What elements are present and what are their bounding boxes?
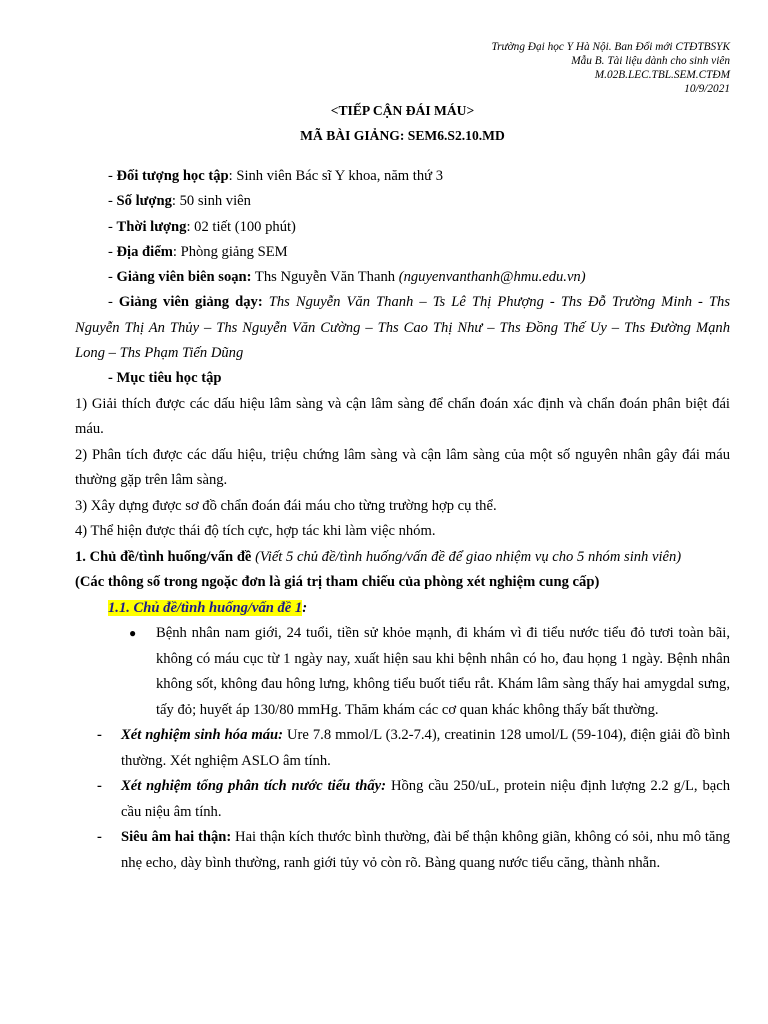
header-form: Mẫu B. Tài liệu dành cho sinh viên: [571, 55, 730, 67]
info-label: Đối tượng học tập: [116, 168, 229, 184]
info-author: - Giảng viên biên soạn: Ths Nguyễn Văn Thanh (nguyenvanthanh@hmu.edu.vn): [108, 269, 586, 286]
author-email: (nguyenvanthanh@hmu.edu.vn): [398, 269, 586, 286]
course-info: [75, 164, 730, 366]
info-label: Số lượng: [116, 193, 172, 210]
reference-note: (Các thông số trong ngoặc đơn là giá trị tham chiếu của phòng xét nghiệm cung cấp): [75, 574, 600, 591]
finding-ultrasound: [75, 825, 730, 876]
section-heading-note: (Viết 5 chủ đề/tình huống/vấn đề để giao nhiệm vụ cho 5 nhóm sinh viên): [251, 548, 682, 565]
info-instructors: - Giảng viên giảng dạy: Ths Nguyễn Văn Thanh – Ts Lê Thị Phượng - Ths Đỗ Trường Minh - Ths Nguyễn Thị An Thủy – Ths Nguyễn Văn Cường – Ths Cao Thị Như – Ths Đồng Thế Uy – Ths Đường Mạnh Long – Ths Phạm Tiến Dũng: [75, 294, 731, 362]
dash-icon: -: [97, 829, 102, 846]
finding-label: Siêu âm hai thận:: [121, 829, 232, 846]
header-code: M.02B.LEC.TBL.SEM.CTĐM: [594, 69, 730, 81]
info-value: Ths Nguyễn Văn Thanh: [251, 269, 399, 286]
info-label: Thời lượng: [116, 218, 187, 235]
case-description: ● Bệnh nhân nam giới, 24 tuổi, tiền sử khỏe mạnh, đi khám vì đi tiểu nước tiểu đỏ tươi toàn bãi, không có máu cục từ 1 ngày nay, xuất hiện sau khi bệnh nhân có ho, đau họng 1 ngày. Bệnh nhân không sốt, không đau hông lưng, không tiểu buốt tiểu rắt. Khám lâm sàng thấy hai amygdal sưng, tấy đỏ; huyết áp 130/80 mmHg. Thăm khám các cơ quan khác không thấy bất thường.: [75, 621, 730, 723]
case-heading: 1.1. Chủ đề/tình huống/vấn đề 1:: [108, 599, 308, 616]
finding-label: Xét nghiệm sinh hóa máu:: [121, 727, 283, 744]
case-list: [75, 621, 730, 723]
lecture-code: MÃ BÀI GIẢNG: SEM6.S2.10.MD: [300, 128, 505, 143]
info-count: - Số lượng: 50 sinh viên: [108, 193, 251, 210]
info-value: : Sinh viên Bác sĩ Y khoa, năm thứ 3: [228, 168, 444, 184]
bullet-icon: ●: [129, 626, 137, 641]
document-header: [75, 40, 730, 96]
info-label: Giảng viên biên soạn:: [116, 269, 252, 286]
objective-item: 3) Xây dựng được sơ đồ chẩn đoán đái máu cho từng trường hợp cụ thể.: [75, 497, 497, 514]
header-institution: Trường Đại học Y Hà Nội. Ban Đổi mới CTĐTBSYK: [491, 41, 730, 53]
dash-icon: -: [97, 727, 102, 744]
objective-item: 2) Phân tích được các dấu hiệu, triệu chứng lâm sàng và cận lâm sàng của một số nguyên nhân gây đái máu thường gặp trên lâm sàng.: [75, 446, 730, 489]
info-label: Giảng viên giảng dạy:: [118, 294, 263, 311]
info-duration: - Thời lượng: 02 tiết (100 phút): [108, 218, 296, 235]
dash-icon: -: [97, 778, 102, 795]
section-heading: 1. Chủ đề/tình huống/vấn đề (Viết 5 chủ đề/tình huống/vấn đề để giao nhiệm vụ cho 5 nhóm sinh viên): [75, 548, 682, 565]
finding-text: Ure 7.8 mmol/L (3.2-7.4), creatinin 128 umol/L (59-104), điện giải đồ bình thường. Xét nghiệm ASLO âm tính.: [121, 727, 730, 769]
document-title: <TIẾP CẬN ĐÁI MÁU>: [330, 103, 475, 118]
finding-text: Hồng cầu 250/uL, protein niệu định lượng 2.2 g/L, bạch cầu niệu âm tính.: [121, 778, 731, 820]
info-label: Địa điểm: [116, 243, 173, 260]
info-value: : Phòng giảng SEM: [172, 243, 288, 260]
objective-item: 1) Giải thích được các dấu hiệu lâm sàng và cận lâm sàng để chẩn đoán xác định và chẩn đoán phân biệt đái máu.: [75, 395, 730, 438]
finding-label: Xét nghiệm tổng phân tích nước tiểu thấy:: [121, 778, 387, 795]
finding-text: Hai thận kích thước bình thường, đài bể thận không giãn, không có sỏi, nhu mô tăng nhẹ echo, dày bình thường, ranh giới tủy vỏ còn rõ. Bàng quang nước tiểu căng, thành nhẵn.: [121, 829, 730, 871]
findings-list: [75, 723, 730, 876]
header-date: 10/9/2021: [684, 83, 730, 95]
info-value: : 02 tiết (100 phút): [186, 218, 296, 235]
info-value: Ths Nguyễn Văn Thanh – Ts Lê Thị Phượng - Ths Đỗ Trường Minh - Ths Nguyễn Thị An Thủy – Ths Nguyễn Văn Cường – Ths Cao Thị Như – Ths Đồng Thế Uy – Ths Đường Mạnh Long – Ths Phạm Tiến Dũng: [75, 294, 731, 362]
objectives-heading: - Mục tiêu học tập: [108, 370, 222, 387]
finding-urinalysis: [75, 774, 730, 825]
info-location: - Địa điểm: Phòng giảng SEM: [108, 243, 288, 260]
case-heading-highlight: 1.1. Chủ đề/tình huống/vấn đề 1: [108, 599, 303, 616]
info-audience: - Đối tượng học tập: Sinh viên Bác sĩ Y khoa, năm thứ 3: [108, 168, 444, 184]
info-value: : 50 sinh viên: [171, 193, 251, 210]
objective-item: 4) Thể hiện được thái độ tích cực, hợp tác khi làm việc nhóm.: [75, 523, 436, 540]
finding-blood-chemistry: [75, 723, 730, 774]
objectives-list: [75, 392, 730, 545]
section-1: [75, 545, 730, 622]
